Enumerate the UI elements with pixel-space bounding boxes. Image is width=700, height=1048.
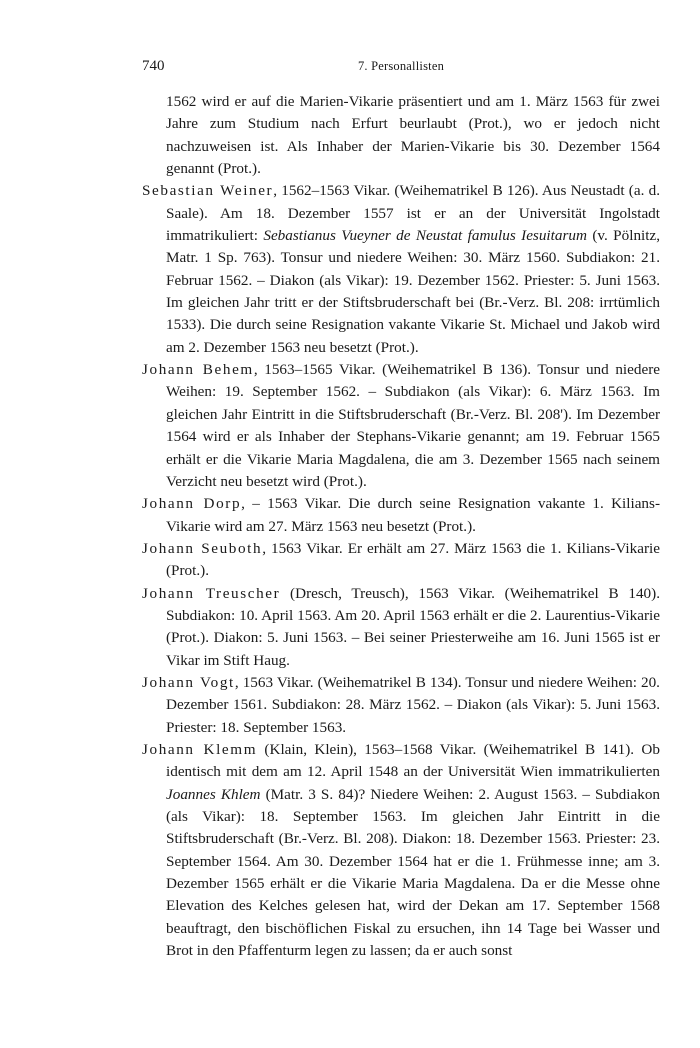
biography-entry: [142, 538, 660, 583]
entry-text: (Klain, Klein), 1563–1568 Vikar. (Weihematrikel B 141). Ob identisch mit dem am 12. April 1548 an der Universität Wien immatrikulierten: [166, 740, 660, 781]
body-text: [142, 91, 660, 962]
entry-text: , 1563 Vikar. Er erhält am 27. März 1563 die 1. Kilians-Vikarie (Prot.).: [166, 539, 660, 580]
entry-text: , 1563–1565 Vikar. (Weihematrikel B 136). Tonsur und niedere Weihen: 19. September 1562. – Subdiakon (als Vikar): 6. März 1563. Im gleichen Jahr Eintritt in die Stiftsbruderschaft (Br.-Verz. Bl. 208'). Im Dezember 1564 wird er als Inhaber der Stephans-Vikarie genannt; am 19. Februar 1565 erhält er die Vikarie Maria Magdalena, die am 3. Dezember 1565 nach seinem Verzicht neu besetzt wird (Prot.).: [166, 361, 661, 490]
page-number: 740: [142, 58, 165, 74]
biography-entry: [142, 672, 660, 739]
entry-text: (Matr. 3 S. 84)? Niedere Weihen: 2. August 1563. – Subdiakon (als Vikar): 18. September 1563. Im gleichen Jahr Eintritt in die Stiftsbruderschaft (Br.-Verz. Bl. 208). Diakon: 18. Dezember 1563. Priester: 23. September 1564. Am 30. Dezember 1564 hat er die 1. Frühmesse inne; am 3. Dezember 1565 erhält er die Vikarie Maria Magdalena. Da er die Messe ohne Elevation des Kelches gelesen hat, wird der Dekan am 17. September 1568 beauftragt, den bischöflichen Fiskal zu ersuchen, ihn 14 Tage bei Wasser und Brot in den Pfaffenturm legen zu lassen; da er auch sonst: [166, 785, 661, 960]
biography-entry: [142, 739, 660, 962]
entry-text: , – 1563 Vikar. Die durch seine Resignation vakante 1. Kilians-Vikarie wird am 27. März 1563 neu besetzt (Prot.).: [166, 495, 660, 535]
entry-name: Johann Behem: [142, 361, 254, 379]
italic-quotation: Joannes Khlem: [166, 785, 261, 803]
biography-entry: [142, 583, 660, 672]
running-head: [142, 58, 660, 80]
entry-name: Johann Seuboth: [142, 539, 263, 557]
chapter-title: 7. Personallisten: [357, 59, 445, 73]
entry-name: Johann Dorp: [142, 495, 242, 513]
entry-name: Johann Klemm: [142, 740, 258, 758]
entry-text: , 1563 Vikar. (Weihematrikel B 134). Tonsur und niedere Weihen: 20. Dezember 1561. Subdiakon: 28. März 1562. – Diakon (als Vikar): 5. Juni 1563. Priester: 18. September 1563.: [166, 673, 660, 736]
entry-name: Johann Treuscher: [142, 584, 281, 602]
entry-name: Johann Vogt: [142, 673, 235, 691]
entry-continuation: [142, 91, 660, 180]
entry-text: , 1562–1563 Vikar. (Weihematrikel B 126). Aus Neustadt (a. d. Saale). Am 18. Dezember 1557 ist er an der Universität Ingolstadt immatrikuliert:: [166, 182, 660, 245]
italic-quotation: Sebastianus Vueyner de Neustat famulus Iesuitarum: [263, 227, 587, 245]
biography-entry: [142, 359, 660, 493]
entry-text: (v. Pölnitz, Matr. 1 Sp. 763). Tonsur und niedere Weihen: 30. März 1560. Subdiakon: 21. Februar 1562. – Diakon (als Vikar): 19. Dezember 1562. Priester: 5. Juni 1563. Im gleichen Jahr tritt er der Stiftsbruderschaft bei (Br.-Verz. Bl. 208: irrtümlich 1533). Die durch seine Resignation vakante Vikarie St. Michael und Jakob wird am 2. Dezember 1563 neu besetzt (Prot.).: [166, 227, 661, 356]
biography-entry: [142, 493, 660, 538]
biography-entry: [142, 180, 660, 359]
entry-text: (Dresch, Treusch), 1563 Vikar. (Weihematrikel B 140). Subdiakon: 10. April 1563. Am 20. April 1563 erhält er die 2. Laurentius-Vikarie (Prot.). Diakon: 5. Juni 1563. – Bei seiner Priesterweihe am 16. Juni 1565 ist er Vikar im Stift Haug.: [166, 584, 660, 669]
entry-name: Sebastian Weiner: [142, 182, 274, 200]
entry-text: 1562 wird er auf die Marien-Vikarie präsentiert und am 1. März 1563 für zwei Jahre zum Studium nach Erfurt beurlaubt (Prot.), wo er jedoch nicht nachzuweisen ist. Als Inhaber der Marien-Vikarie bis 30. Dezember 1564 genannt (Prot.).: [166, 93, 660, 178]
